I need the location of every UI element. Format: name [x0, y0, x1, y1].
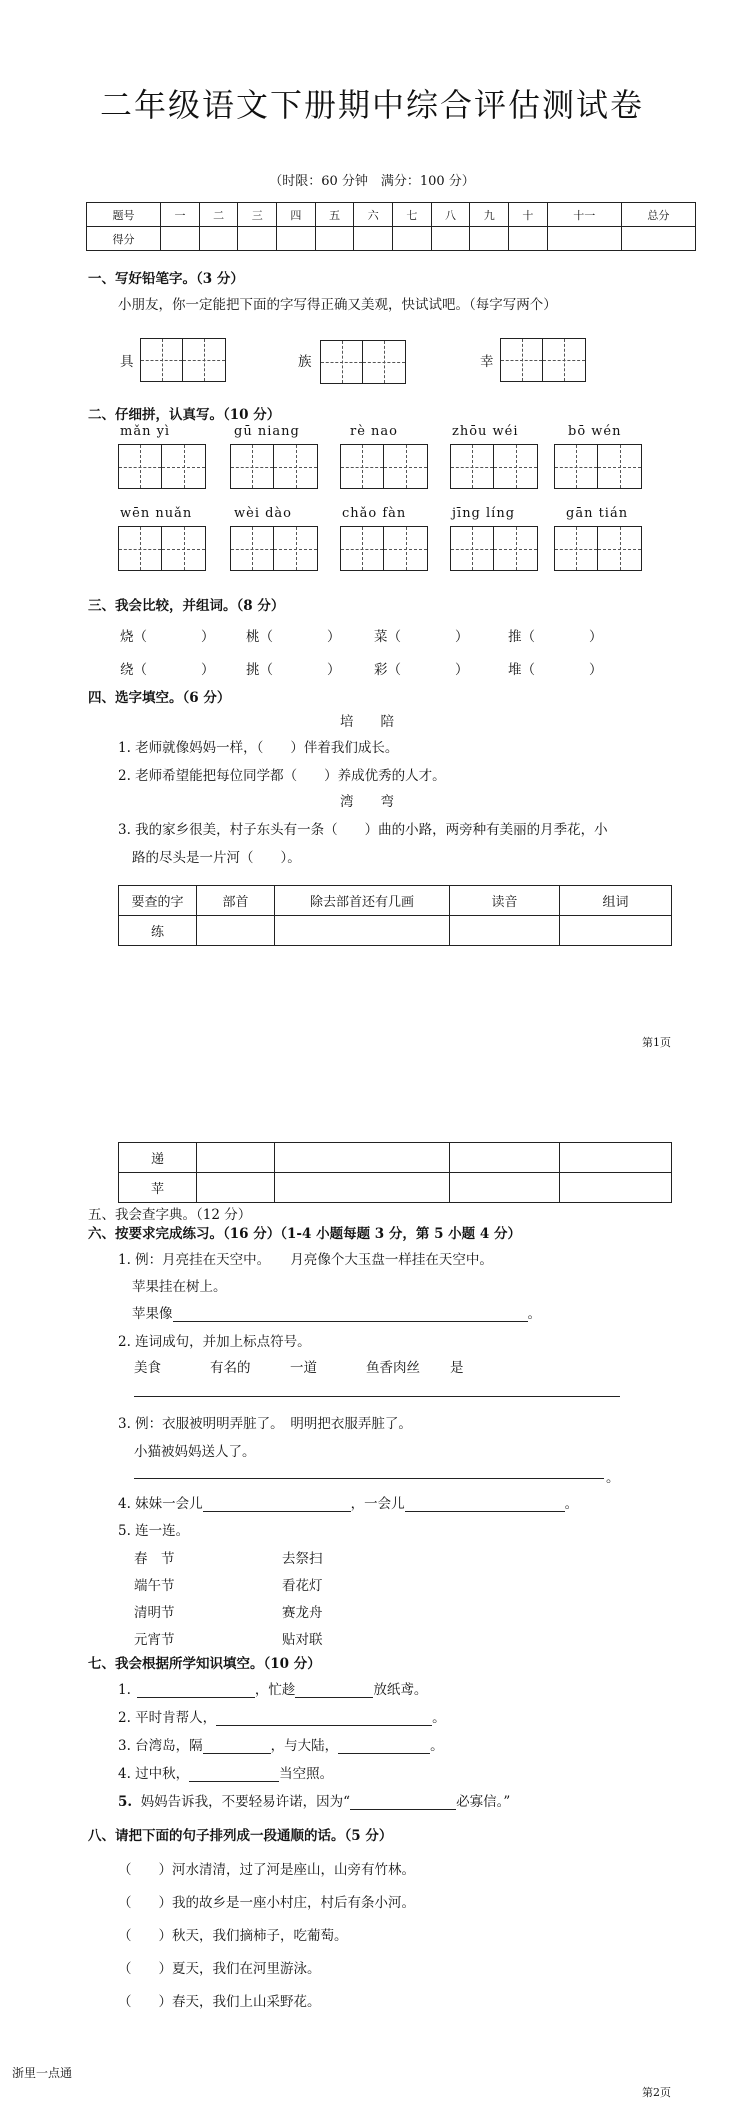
section-5-heading: 五、我会查字典。（12 分）: [88, 1207, 252, 1223]
match-right-item[interactable]: 去祭扫: [282, 1551, 323, 1567]
sentence-start: 4. 妹妹一会儿: [118, 1496, 203, 1512]
ordering-item[interactable]: （ ）春天，我们上山采野花。: [118, 1994, 321, 2010]
match-left-item[interactable]: 端午节: [134, 1578, 175, 1594]
score-header-cell: 题号: [87, 203, 161, 227]
lookup-char: 练: [119, 916, 197, 946]
question-number: 5.: [118, 1794, 133, 1810]
answer-cell[interactable]: [275, 916, 450, 946]
question-text: 2. 老师希望能把每位同学都（ ）养成优秀的人才。: [118, 768, 446, 784]
pinyin-label: rè nao: [350, 424, 398, 439]
table-row: [119, 1173, 672, 1203]
score-value-row: [87, 227, 696, 251]
table-header-cell: 组词: [560, 886, 672, 916]
score-input-cell[interactable]: [393, 227, 432, 251]
answer-cell[interactable]: [197, 916, 275, 946]
answer-cell[interactable]: [197, 1173, 275, 1203]
table-header-cell: 要查的字: [119, 886, 197, 916]
score-input-cell[interactable]: [315, 227, 354, 251]
writing-grid[interactable]: [340, 526, 428, 571]
writing-grid[interactable]: [320, 340, 406, 384]
sentence-end: 必寡信。”: [456, 1794, 511, 1810]
answer-blank[interactable]: [203, 1497, 351, 1512]
question-text: 苹果挂在树上。: [132, 1279, 227, 1295]
question-text: [118, 1492, 578, 1512]
writing-grid[interactable]: [118, 526, 206, 571]
question-text: 3. 我的家乡很美，村子东头有一条（ ）曲的小路，两旁种有美丽的月季花，小: [118, 822, 608, 838]
score-input-cell[interactable]: [509, 227, 548, 251]
score-input-cell[interactable]: [470, 227, 509, 251]
score-input-cell[interactable]: [431, 227, 470, 251]
match-left-item[interactable]: 春 节: [134, 1551, 175, 1567]
scrambled-word: 是: [450, 1360, 464, 1376]
pinyin-label: jīng líng: [452, 506, 516, 521]
answer-cell[interactable]: [560, 1173, 672, 1203]
table-row: [119, 916, 672, 946]
answer-blank[interactable]: [295, 1683, 373, 1698]
question-text: 1. 例：月亮挂在天空中。 月亮像个大玉盘一样挂在天空中。: [118, 1252, 493, 1268]
score-header-cell: 六: [354, 203, 393, 227]
footer-source: 浙里一点通: [12, 2066, 73, 2080]
score-header-cell: 十一: [547, 203, 621, 227]
answer-cell[interactable]: [560, 916, 672, 946]
writing-grid[interactable]: [450, 526, 538, 571]
score-input-cell[interactable]: [238, 227, 277, 251]
score-header-cell: 总分: [621, 203, 695, 227]
section-1-heading: 一、写好铅笔字。（3 分）: [88, 271, 244, 287]
question-text: [118, 1706, 446, 1726]
compare-item: 菜（ ）: [374, 629, 469, 645]
pinyin-label: gān tián: [566, 506, 629, 521]
score-header-row: [87, 203, 696, 227]
score-input-cell[interactable]: [277, 227, 316, 251]
compare-item: 挑（ ）: [246, 662, 341, 678]
answer-line[interactable]: [134, 1396, 620, 1397]
score-input-cell[interactable]: [161, 227, 200, 251]
ordering-item[interactable]: （ ）河水清清，过了河是座山，山旁有竹林。: [118, 1862, 415, 1878]
answer-cell[interactable]: [450, 1173, 560, 1203]
writing-grid[interactable]: [500, 338, 586, 382]
score-header-cell: 三: [238, 203, 277, 227]
score-input-cell[interactable]: [621, 227, 695, 251]
sentence-end: 当空照。: [279, 1766, 334, 1782]
period: 。: [432, 1710, 446, 1726]
question-text: [132, 1302, 541, 1322]
compare-item: 彩（ ）: [374, 662, 469, 678]
section-8-heading: 八、请把下面的句子排列成一段通顺的话。（5 分）: [88, 1828, 393, 1844]
question-text: [118, 1790, 510, 1810]
table-header-cell: 除去部首还有几画: [275, 886, 450, 916]
writing-grid[interactable]: [554, 526, 642, 571]
section-2-heading: 二、仔细拼，认真写。（10 分）: [88, 407, 281, 423]
score-input-cell[interactable]: [547, 227, 621, 251]
answer-blank[interactable]: [189, 1767, 279, 1782]
section-7-heading: 七、我会根据所学知识填空。（10 分）: [88, 1656, 321, 1672]
pinyin-label: bō wén: [568, 424, 622, 439]
writing-grid[interactable]: [450, 444, 538, 489]
answer-blank[interactable]: [350, 1795, 456, 1810]
question-number: 1.: [118, 1682, 131, 1698]
question-text: 3. 例：衣服被明明弄脏了。 明明把衣服弄脏了。: [118, 1416, 412, 1432]
section-6-heading: 六、按要求完成练习。（16 分）（1-4 小题每题 3 分，第 5 小题 4 分）: [88, 1226, 521, 1242]
pinyin-label: wèi dào: [234, 506, 293, 521]
answer-cell[interactable]: [197, 1143, 275, 1173]
match-right-item[interactable]: 赛龙舟: [282, 1605, 323, 1621]
table-header-row: [119, 886, 672, 916]
pinyin-label: chǎo fàn: [342, 506, 407, 521]
table-header-cell: 部首: [197, 886, 275, 916]
sentence-middle: ，一会儿: [350, 1496, 405, 1512]
writing-grid[interactable]: [554, 444, 642, 489]
question-text: 1. 老师就像妈妈一样，（ ）伴着我们成长。: [118, 740, 399, 756]
scrambled-word: 有名的: [210, 1360, 251, 1376]
score-table: [86, 202, 696, 251]
word-pair: 培 陪: [340, 714, 394, 730]
question-text: 路的尽头是一片河（ ）。: [132, 850, 301, 866]
ordering-item[interactable]: （ ）我的故乡是一座小村庄，村后有条小河。: [118, 1895, 415, 1911]
pinyin-label: mǎn yì: [120, 424, 171, 439]
score-input-cell[interactable]: [354, 227, 393, 251]
question-text: [118, 1734, 444, 1754]
dictionary-table: [118, 885, 672, 946]
compare-item: 堆（ ）: [508, 662, 603, 678]
writing-grid[interactable]: [230, 444, 318, 489]
answer-cell[interactable]: [275, 1173, 450, 1203]
compare-item: 烧（ ）: [120, 629, 215, 645]
section-1-instruction: 小朋友，你一定能把下面的字写得正确又美观，快试试吧。（每字写两个）: [118, 297, 557, 313]
exam-subtitle: （时限：60 分钟 满分：100 分）: [269, 174, 475, 189]
writing-grid[interactable]: [230, 526, 318, 571]
answer-blank[interactable]: [216, 1711, 432, 1726]
answer-line[interactable]: [134, 1478, 604, 1479]
answer-blank[interactable]: [173, 1307, 528, 1322]
score-input-cell[interactable]: [199, 227, 238, 251]
pinyin-label: wēn nuǎn: [120, 506, 193, 521]
word-pair: 湾 弯: [340, 794, 394, 810]
answer-cell[interactable]: [560, 1143, 672, 1173]
table-row: [119, 1143, 672, 1173]
lookup-char: 苹: [119, 1173, 197, 1203]
page-title: 二年级语文下册期中综合评估测试卷: [99, 86, 644, 124]
answer-cell[interactable]: [450, 1143, 560, 1173]
writing-grid[interactable]: [140, 338, 226, 382]
dictionary-table-continued: [118, 1142, 672, 1203]
question-text: 小猫被妈妈送人了。: [134, 1444, 256, 1460]
compare-item: 推（ ）: [508, 629, 603, 645]
period: 。: [606, 1470, 620, 1486]
question-text: [118, 1678, 427, 1698]
ordering-item[interactable]: （ ）夏天，我们在河里游泳。: [118, 1961, 321, 1977]
score-header-cell: 九: [470, 203, 509, 227]
page-number: 第1页: [642, 1036, 671, 1049]
scrambled-word: 鱼香肉丝: [366, 1360, 420, 1376]
ordering-item[interactable]: （ ）秋天，我们摘柿子，吃葡萄。: [118, 1928, 348, 1944]
section-3-heading: 三、我会比较，并组词。（8 分）: [88, 598, 285, 614]
writing-grid[interactable]: [118, 444, 206, 489]
score-header-cell: 十: [509, 203, 548, 227]
lookup-char: 递: [119, 1143, 197, 1173]
question-text: 2. 连词成句，并加上标点符号。: [118, 1334, 311, 1350]
table-header-cell: 读音: [450, 886, 560, 916]
scrambled-word: 一道: [290, 1360, 317, 1376]
score-header-cell: 七: [393, 203, 432, 227]
practice-char: 族: [298, 354, 312, 370]
sentence-start: 3. 台湾岛，隔: [118, 1738, 203, 1754]
match-right-item[interactable]: 看花灯: [282, 1578, 323, 1594]
sentence-end: 放纸鸢。: [373, 1682, 428, 1698]
period: 。: [564, 1496, 579, 1512]
practice-char: 具: [120, 354, 134, 370]
practice-char: 幸: [480, 354, 494, 370]
compare-item: 桃（ ）: [246, 629, 341, 645]
sentence-middle: ，忙趁: [254, 1682, 296, 1698]
answer-blank[interactable]: [405, 1497, 565, 1512]
writing-grid[interactable]: [340, 444, 428, 489]
sentence-start: 4. 过中秋，: [118, 1766, 190, 1782]
scrambled-word: 美食: [134, 1360, 161, 1376]
answer-blank[interactable]: [338, 1739, 430, 1754]
score-header-cell: 二: [199, 203, 238, 227]
sentence-start: 妈妈告诉我，不要轻易许诺，因为“: [140, 1794, 351, 1810]
match-left-item[interactable]: 清明节: [134, 1605, 175, 1621]
answer-blank[interactable]: [203, 1739, 271, 1754]
sentence-start: 苹果像: [132, 1306, 173, 1322]
score-header-cell: 四: [277, 203, 316, 227]
question-text: [118, 1762, 333, 1782]
match-left-item[interactable]: 元宵节: [134, 1632, 175, 1648]
question-text: 5. 连一连。: [118, 1523, 190, 1539]
pinyin-label: gū niang: [234, 424, 300, 439]
section-4-heading: 四、选字填空。（6 分）: [88, 690, 231, 706]
compare-item: 绕（ ）: [120, 662, 215, 678]
answer-cell[interactable]: [275, 1143, 450, 1173]
period: 。: [430, 1738, 444, 1754]
score-header-cell: 八: [431, 203, 470, 227]
answer-cell[interactable]: [450, 916, 560, 946]
sentence-start: 2. 平时肯帮人，: [118, 1710, 217, 1726]
page-number: 第2页: [642, 2086, 671, 2099]
pinyin-label: zhōu wéi: [452, 424, 519, 439]
answer-blank[interactable]: [137, 1683, 255, 1698]
sentence-middle: ，与大陆，: [270, 1738, 339, 1754]
score-row-label: 得分: [87, 227, 161, 251]
match-right-item[interactable]: 贴对联: [282, 1632, 323, 1648]
score-header-cell: 一: [161, 203, 200, 227]
period: 。: [527, 1306, 541, 1322]
score-header-cell: 五: [315, 203, 354, 227]
